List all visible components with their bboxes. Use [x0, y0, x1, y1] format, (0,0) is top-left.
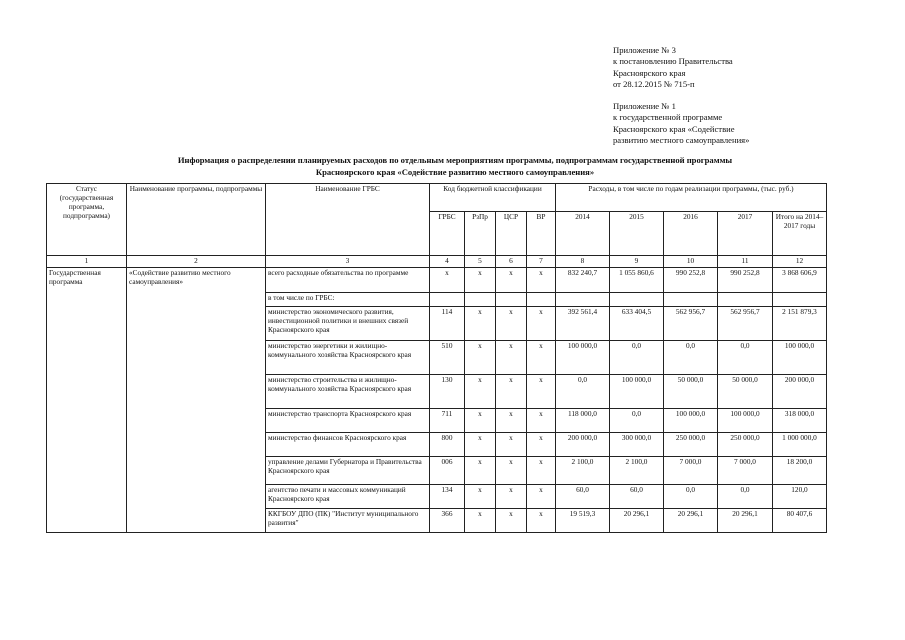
- header-2016: 2016: [664, 212, 718, 256]
- vr-cell: х: [527, 306, 556, 340]
- col-number: 6: [496, 256, 527, 268]
- y2017-cell: 0,0: [718, 340, 773, 374]
- rzpr-cell: х: [465, 374, 496, 408]
- y2016-cell: 7 000,0: [664, 456, 718, 484]
- y2014-cell: 19 519,3: [556, 508, 610, 532]
- vr-cell: х: [527, 374, 556, 408]
- grbs-name-cell: управление делами Губернатора и Правительства Красноярского края: [266, 456, 430, 484]
- rzpr-cell: х: [465, 456, 496, 484]
- csr-cell: х: [496, 408, 527, 432]
- header-2014: 2014: [556, 212, 610, 256]
- y2016-cell: 250 000,0: [664, 432, 718, 456]
- y2016-cell: [664, 292, 718, 306]
- header-rzpr: РзПр: [465, 212, 496, 256]
- appendix-1-line: развитию местного самоуправления»: [613, 135, 750, 146]
- header-expenses: Расходы, в том числе по годам реализации программы, (тыс. руб.): [556, 184, 827, 212]
- appendix-1-line: Приложение № 1: [613, 101, 676, 112]
- column-number-row: [47, 256, 827, 268]
- csr-cell: х: [496, 508, 527, 532]
- y2017-cell: 0,0: [718, 484, 773, 508]
- header-grbs-name: Наименование ГРБС: [266, 184, 430, 256]
- header-csr: ЦСР: [496, 212, 527, 256]
- total-cell: 318 000,0: [773, 408, 827, 432]
- header-vr: ВР: [527, 212, 556, 256]
- rzpr-cell: х: [465, 508, 496, 532]
- appendix-3-line: к постановлению Правительства: [613, 56, 733, 67]
- y2017-cell: 7 000,0: [718, 456, 773, 484]
- rzpr-cell: х: [465, 267, 496, 292]
- y2014-cell: 0,0: [556, 374, 610, 408]
- y2015-cell: 2 100,0: [610, 456, 664, 484]
- vr-cell: [527, 292, 556, 306]
- total-cell: 2 151 879,3: [773, 306, 827, 340]
- header-2015: 2015: [610, 212, 664, 256]
- y2015-cell: 100 000,0: [610, 374, 664, 408]
- grbs-name-cell: ККГБОУ ДПО (ПК) "Институт муниципального развития": [266, 508, 430, 532]
- y2017-cell: [718, 292, 773, 306]
- col-number: 1: [47, 256, 127, 268]
- grbs-name-cell: министерство строительства и жилищно-коммунального хозяйства Красноярского края: [266, 374, 430, 408]
- rzpr-cell: х: [465, 408, 496, 432]
- header-budget-code: Код бюджетной классификации: [430, 184, 556, 212]
- header-2017: 2017: [718, 212, 773, 256]
- y2017-cell: 250 000,0: [718, 432, 773, 456]
- y2015-cell: 633 404,5: [610, 306, 664, 340]
- document-title: [60, 155, 850, 178]
- program-cell: «Содействие развитию местного самоуправления»: [127, 267, 266, 532]
- grbs-code-cell: 510: [430, 340, 465, 374]
- grbs-code-cell: 711: [430, 408, 465, 432]
- appendix-gap: [613, 90, 893, 101]
- title-line-2: Красноярского края «Содействие развитию местного самоуправления»: [315, 166, 595, 177]
- csr-cell: х: [496, 306, 527, 340]
- y2014-cell: 392 561,4: [556, 306, 610, 340]
- csr-cell: х: [496, 340, 527, 374]
- y2016-cell: 100 000,0: [664, 408, 718, 432]
- total-cell: 1 000 000,0: [773, 432, 827, 456]
- vr-cell: х: [527, 432, 556, 456]
- y2014-cell: 60,0: [556, 484, 610, 508]
- appendix-block: [613, 45, 893, 146]
- total-cell: 120,0: [773, 484, 827, 508]
- appendix-1-line: Красноярского края «Содействие: [613, 123, 735, 134]
- grbs-code-cell: 134: [430, 484, 465, 508]
- csr-cell: х: [496, 374, 527, 408]
- y2015-cell: 20 296,1: [610, 508, 664, 532]
- col-number: 3: [266, 256, 430, 268]
- y2016-cell: 990 252,8: [664, 267, 718, 292]
- appendix-3-line: от 28.12.2015 № 715-п: [613, 78, 695, 89]
- y2017-cell: 50 000,0: [718, 374, 773, 408]
- y2017-cell: 990 252,8: [718, 267, 773, 292]
- grbs-name-cell: агентство печати и массовых коммуникаций Красноярского края: [266, 484, 430, 508]
- table-row: [47, 267, 827, 292]
- csr-cell: х: [496, 432, 527, 456]
- y2015-cell: 300 000,0: [610, 432, 664, 456]
- vr-cell: х: [527, 508, 556, 532]
- col-number: 4: [430, 256, 465, 268]
- y2016-cell: 562 956,7: [664, 306, 718, 340]
- grbs-code-cell: 800: [430, 432, 465, 456]
- col-number: 12: [773, 256, 827, 268]
- grbs-name-cell: министерство финансов Красноярского края: [266, 432, 430, 456]
- grbs-code-cell: 114: [430, 306, 465, 340]
- header-total: Итого на 2014–2017 годы: [773, 212, 827, 256]
- y2014-cell: 118 000,0: [556, 408, 610, 432]
- total-cell: 3 868 606,9: [773, 267, 827, 292]
- total-cell: 80 407,6: [773, 508, 827, 532]
- rzpr-cell: х: [465, 432, 496, 456]
- total-cell: 18 200,0: [773, 456, 827, 484]
- title-line-1: Информация о распределении планируемых расходов по отдельным мероприятиям программы, подпрограммам государственной программы: [177, 155, 733, 165]
- total-cell: 200 000,0: [773, 374, 827, 408]
- header-program-name: Наименование программы, подпрограммы: [127, 184, 266, 256]
- y2014-cell: [556, 292, 610, 306]
- grbs-code-cell: 006: [430, 456, 465, 484]
- grbs-code-cell: [430, 292, 465, 306]
- y2015-cell: 0,0: [610, 340, 664, 374]
- grbs-name-cell: в том числе по ГРБС:: [266, 292, 430, 306]
- vr-cell: х: [527, 267, 556, 292]
- csr-cell: х: [496, 456, 527, 484]
- y2014-cell: 100 000,0: [556, 340, 610, 374]
- rzpr-cell: х: [465, 340, 496, 374]
- header-status: Статус (государственная программа, подпрограмма): [47, 184, 127, 256]
- y2016-cell: 50 000,0: [664, 374, 718, 408]
- appendix-3-line: Красноярского края: [613, 67, 686, 78]
- y2014-cell: 2 100,0: [556, 456, 610, 484]
- appendix-1-line: к государственной программе: [613, 112, 723, 123]
- total-cell: [773, 292, 827, 306]
- y2017-cell: 20 296,1: [718, 508, 773, 532]
- grbs-name-cell: всего расходные обязательства по программе: [266, 267, 430, 292]
- y2014-cell: 832 240,7: [556, 267, 610, 292]
- csr-cell: х: [496, 267, 527, 292]
- vr-cell: х: [527, 484, 556, 508]
- expenses-table: [46, 183, 827, 533]
- y2014-cell: 200 000,0: [556, 432, 610, 456]
- total-cell: 100 000,0: [773, 340, 827, 374]
- csr-cell: [496, 292, 527, 306]
- y2017-cell: 100 000,0: [718, 408, 773, 432]
- vr-cell: х: [527, 408, 556, 432]
- y2017-cell: 562 956,7: [718, 306, 773, 340]
- grbs-code-cell: 366: [430, 508, 465, 532]
- grbs-code-cell: 130: [430, 374, 465, 408]
- grbs-name-cell: министерство энергетики и жилищно-коммунального хозяйства Красноярского края: [266, 340, 430, 374]
- col-number: 5: [465, 256, 496, 268]
- rzpr-cell: х: [465, 484, 496, 508]
- grbs-name-cell: министерство экономического развития, инвестиционной политики и внешних связей Красноярского края: [266, 306, 430, 340]
- vr-cell: х: [527, 456, 556, 484]
- col-number: 11: [718, 256, 773, 268]
- y2016-cell: 0,0: [664, 484, 718, 508]
- col-number: 8: [556, 256, 610, 268]
- appendix-3-line: Приложение № 3: [613, 45, 676, 55]
- col-number: 7: [527, 256, 556, 268]
- header-grbs: ГРБС: [430, 212, 465, 256]
- rzpr-cell: [465, 292, 496, 306]
- grbs-code-cell: х: [430, 267, 465, 292]
- status-cell: Государственная программа: [47, 267, 127, 532]
- y2015-cell: 0,0: [610, 408, 664, 432]
- col-number: 2: [127, 256, 266, 268]
- grbs-name-cell: министерство транспорта Красноярского края: [266, 408, 430, 432]
- y2015-cell: 60,0: [610, 484, 664, 508]
- csr-cell: х: [496, 484, 527, 508]
- col-number: 10: [664, 256, 718, 268]
- y2016-cell: 0,0: [664, 340, 718, 374]
- rzpr-cell: х: [465, 306, 496, 340]
- y2016-cell: 20 296,1: [664, 508, 718, 532]
- y2015-cell: 1 055 860,6: [610, 267, 664, 292]
- vr-cell: х: [527, 340, 556, 374]
- y2015-cell: [610, 292, 664, 306]
- col-number: 9: [610, 256, 664, 268]
- header-row-1: [47, 184, 827, 212]
